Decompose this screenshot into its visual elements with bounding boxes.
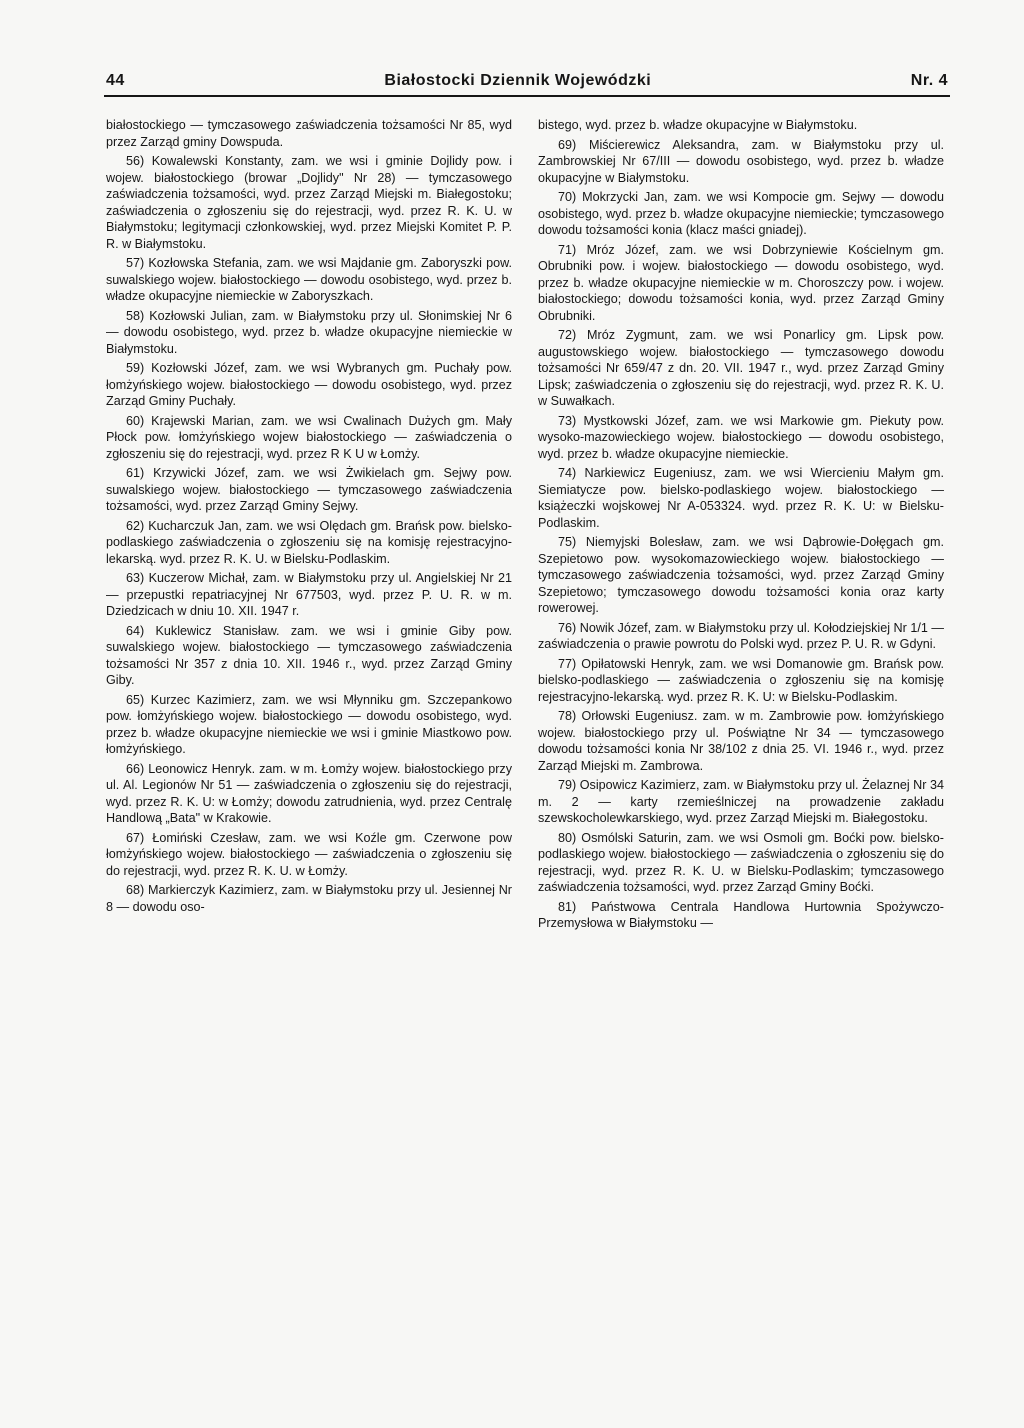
entry-paragraph: 80) Osmólski Saturin, zam. we wsi Osmoli gm. Boćki pow. bielsko-podlaskiego wojew. białostockiego — zaświadczenia o zgłoszeniu się do rejestracji, wyd. przez R. K. U. w Bielsku-Podlaskim; tymczasowego zaświadczenia tożsamości, wyd. przez Zarząd Gminy Boćki. [538, 830, 944, 894]
right-column [538, 117, 944, 935]
entry-paragraph: 70) Mokrzycki Jan, zam. we wsi Kompocie gm. Sejwy — dowodu osobistego, wyd. przez b. władze okupacyjne niemieckie; tymczasowego dowodu tożsamości konia (klacz maści gniadej). [538, 190, 944, 237]
entry-paragraph: 57) Kozłowska Stefania, zam. we wsi Majdanie gm. Zaboryszki pow. suwalskiego wojew. białostockiego — dowodu osobistego, wyd. przez b. władze okupacyjne niemieckie w Zaboryszkach. [106, 256, 512, 303]
entry-paragraph: 71) Mróz Józef, zam. we wsi Dobrzyniewie Kościelnym gm. Obrubniki pow. i wojew. białostockiego — dowodu osobistego, wyd. przez b. władze okupacyjne niemieckie w m. Choroszczy pow. i wojew. białostockiego; dowodu tożsamości konia, wyd. przez Zarząd Gminy Obrubniki. [538, 242, 944, 323]
entry-paragraph: 79) Osipowicz Kazimierz, zam. w Białymstoku przy ul. Żelaznej Nr 34 m. 2 — karty rzemieślniczej na prowadzenie zakładu szewskocholewkarskiego, wyd. przez Zarząd Miejski m. Białegostoku. [538, 778, 944, 825]
entry-paragraph: 72) Mróz Zygmunt, zam. we wsi Ponarlicy gm. Lipsk pow. augustowskiego wojew. białostockiego — tymczasowego dowodu tożsamości Nr 659/47 z dn. 20. VII. 1947 r., wyd. przez Zarząd Gminy Lipsk; zaświadczenia o zgłoszeniu się do rejestracji, wyd. przez R. K. U. w Suwałkach. [538, 328, 944, 408]
entry-paragraph: 63) Kuczerow Michał, zam. w Białymstoku przy ul. Angielskiej Nr 21 — przepustki repatriacyjnej Nr 677503, wyd. przez P. U. R. w m. Dziedzicach w dniu 10. XII. 1947 r. [106, 571, 512, 618]
entry-paragraph: 65) Kurzec Kazimierz, zam. we wsi Młynniku gm. Szczepankowo pow. łomżyńskiego wojew. białostockiego — dowodu osobistego, wyd. przez b. władze okupacyjne niemieckie we wsi i gminie Miastkowo pow. łomżyńskiego. [106, 692, 512, 756]
journal-title: Białostocki Dziennik Wojewódzki [384, 72, 652, 89]
entry-paragraph: 73) Mystkowski Józef, zam. we wsi Markowie gm. Piekuty pow. wysoko-mazowieckiego wojew. białostockiego — dowodu osobistego, wyd. przez b. władze okupacyjne niemieckie. [538, 413, 944, 461]
entry-paragraph: 67) Łomiński Czesław, zam. we wsi Koźle gm. Czerwone pow łomżyńskiego wojew. białostockiego — zaświadczenia o zgłoszeniu się do rejestracji, wyd. przez R. K. U. w Łomży. [106, 830, 512, 878]
entry-paragraph: bistego, wyd. przez b. władze okupacyjne w Białymstoku. [538, 118, 858, 132]
entry-paragraph: 64) Kuklewicz Stanisław. zam. we wsi i gminie Giby pow. suwalskiego wojew. białostockiego — tymczasowego zaświadczenia tożsamości Nr 357 z dnia 10. XII. 1946 r., wyd. przez Zarząd Gminy Giby. [106, 623, 512, 687]
page-number: 44 [106, 72, 125, 89]
entry-paragraph: 62) Kucharczuk Jan, zam. we wsi Olędach gm. Brańsk pow. bielsko-podlaskiego zaświadczenia o zgłoszeniu się na komisję rejestracyjno-lekarską. wyd. przez R. K. U. w Bielsku-Podlaskim. [106, 518, 512, 566]
header-rule [104, 95, 950, 97]
entry-paragraph: 76) Nowik Józef, zam. w Białymstoku przy ul. Kołodziejskiej Nr 1/1 — zaświadczenia o prawie powrotu do Polski wyd. przez P. U. R. w Gdyni. [538, 620, 944, 651]
entry-paragraph: 77) Opiłatowski Henryk, zam. we wsi Domanowie gm. Brańsk pow. bielsko-podlaskiego — zaświadczenia o zgłoszeniu się na komisję rejestracyjno-lekarską. wyd. przez R. K. U: w Bielsku-Podlaskim. [538, 656, 944, 704]
entry-paragraph: 78) Orłowski Eugeniusz. zam. w m. Zambrowie pow. łomżyńskiego wojew. białostockiego przy ul. Poświątne Nr 34 — tymczasowego dowodu tożsamości konia Nr 38/102 z dnia 25. VI. 1946 r., wyd. przez Zarząd Miejski m. Zambrowa. [538, 709, 944, 773]
entry-paragraph: 56) Kowalewski Konstanty, zam. we wsi i gminie Dojlidy pow. i wojew. białostockiego (browar „Dojlidy" Nr 28) — tymczasowego zaświadczenia tożsamości, wyd. przez Zarząd Miejski m. Białegostoku; zaświadczenia o zgłoszeniu się do rejestracji, wyd. przez R. K. U. w Białymstoku; legitymacji członkowskiej, wyd. przez Miejski Komitet P. P. R. w Białymstoku. [106, 154, 512, 251]
page-header [106, 66, 948, 90]
entry-paragraph: 74) Narkiewicz Eugeniusz, zam. we wsi Wiercieniu Małym gm. Siemiatycze pow. bielsko-podlaskiego wojew. białostockiego — książeczki wojskowej Nr A-053324. wyd. przez R. K. U: w Bielsku-Podlaskim. [538, 466, 944, 530]
entry-paragraph: 68) Markierczyk Kazimierz, zam. w Białymstoku przy ul. Jesiennej Nr 8 — dowodu oso- [106, 883, 512, 914]
entry-paragraph: 81) Państwowa Centrala Handlowa Hurtownia Spożywczo-Przemysłowa w Białymstoku — [538, 899, 944, 930]
entry-paragraph: 61) Krzywicki Józef, zam. we wsi Żwikielach gm. Sejwy pow. suwalskiego wojew. białostockiego — tymczasowego zaświadczenia tożsamości, wyd. przez Zarząd Gminy Sejwy. [106, 466, 512, 513]
entry-paragraph: 60) Krajewski Marian, zam. we wsi Cwalinach Dużych gm. Mały Płock pow. łomżyńskiego wojew białostockiego — zaświadczenia o zgłoszeniu się do rejestracji, wyd. przez R K U w Łomży. [106, 413, 512, 461]
entry-paragraph: białostockiego — tymczasowego zaświadczenia tożsamości Nr 85, wyd przez Zarząd gminy Dowspuda. [106, 118, 512, 149]
entry-paragraph: 58) Kozłowski Julian, zam. w Białymstoku przy ul. Słonimskiej Nr 6 — dowodu osobistego, wyd. przez b. władze okupacyjne niemieckie w Białymstoku. [106, 308, 512, 356]
entry-paragraph: 69) Miścierewicz Aleksandra, zam. w Białymstoku przy ul. Zambrowskiej Nr 67/III — dowodu osobistego, wyd. przez b. władze okupacyjne w Białymstoku. [538, 137, 944, 185]
entry-paragraph: 75) Niemyjski Bolesław, zam. we wsi Dąbrowie-Dołęgach gm. Szepietowo pow. wysokomazowieckiego wojew. białostockiego — tymczasowego zaświadczenia tożsamości, wyd. przez Zarząd Gminy Szepietowo; tymczasowego dowodu tożsamości konia oraz karty rowerowej. [538, 535, 944, 615]
issue-number: Nr. 4 [910, 72, 948, 89]
left-column [106, 117, 512, 918]
entry-paragraph: 66) Leonowicz Henryk. zam. w m. Łomży wojew. białostockiego przy ul. Al. Legionów Nr 51 — zaświadczenia o zgłoszeniu się do rejestracji, wyd. przez R. K. U: w Łomży; dowodu zatrudnienia, wyd. przez Centralę Handlową „Bata" w Krakowie. [106, 761, 512, 825]
entry-paragraph: 59) Kozłowski Józef, zam. we wsi Wybranych gm. Puchały pow. łomżyńskiego wojew. białostockiego — dowodu osobistego, wyd. przez Zarząd Gminy Puchały. [106, 361, 512, 408]
